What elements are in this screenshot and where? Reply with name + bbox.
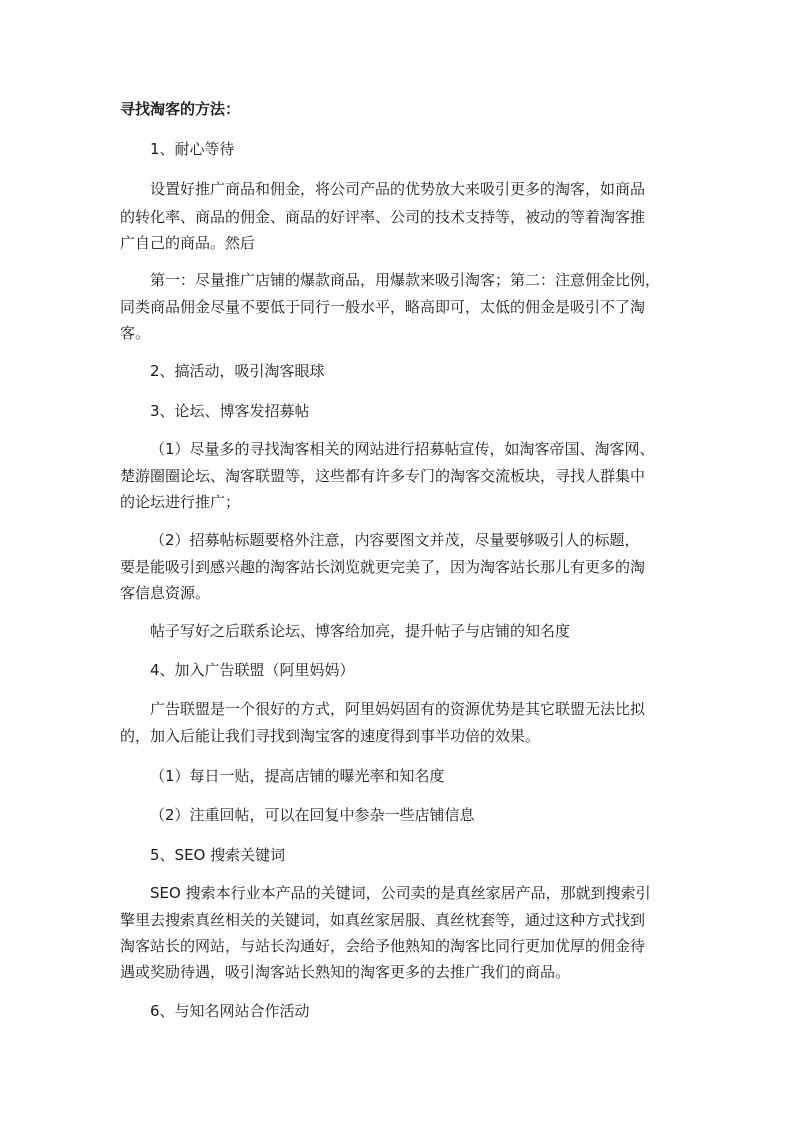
paragraph-line: 淘客站长的网站，与站长沟通好，会给予他熟知的淘客比同行更加优厚的佣金待 [120,937,646,955]
paragraph-line: （1）尽量多的寻找淘客相关的网站进行招募帖宣传，如淘客帝国、淘客网、 [150,440,655,458]
paragraph-line: 擎里去搜索真丝相关的关键词，如真丝家居服、真丝枕套等，通过这种方式找到 [120,911,646,929]
paragraph-line: 广自己的商品。然后 [120,234,256,252]
paragraph-line: 帖子写好之后联系论坛、博客给加亮，提升帖子与店铺的知名度 [150,622,571,640]
paragraph-line: （2）注重回帖，可以在回复中参杂一些店铺信息 [150,806,475,824]
section-heading-5: 5、SEO 搜索关键词 [150,846,286,864]
paragraph-line: 的论坛进行推广； [120,493,241,511]
paragraph-line: 的，加入后能让我们寻找到淘宝客的速度得到事半功倍的效果。 [120,727,541,745]
paragraph-line: SEO 搜索本行业本产品的关键词，公司卖的是真丝家居产品，那就到搜索引 [150,884,651,902]
paragraph-line: 同类商品佣金尽量不要低于同行一般水平，略高即可，太低的佣金是吸引不了淘 [120,298,646,316]
section-heading-2: 2、搞活动，吸引淘客眼球 [150,362,325,380]
paragraph-line: 的转化率、商品的佣金、商品的好评率、公司的技术支持等，被动的等着淘客推 [120,208,646,226]
section-heading-1: 1、耐心等待 [150,140,235,158]
paragraph-line: （2）招募帖标题要格外注意，内容要图文并茂，尽量要够吸引人的标题， [150,531,640,549]
paragraph-line: 客信息资源。 [120,584,211,602]
paragraph-line: 客。 [120,324,151,342]
document-title: 寻找淘客的方法： [120,100,241,118]
section-heading-4: 4、加入广告联盟（阿里妈妈） [150,661,355,679]
paragraph-line: 要是能吸引到感兴趣的淘客站长浏览就更完美了，因为淘客站长那儿有更多的淘 [120,558,646,576]
section-heading-3: 3、论坛、博客发招募帖 [150,402,310,420]
paragraph-line: 楚游圈圈论坛、淘客联盟等，这些都有许多专门的淘客交流板块，寻找人群集中 [120,467,646,485]
paragraph-line: 第一：尽量推广店铺的爆款商品，用爆款来吸引淘客；第二：注意佣金比例， [150,271,661,289]
paragraph-line: 设置好推广商品和佣金，将公司产品的优势放大来吸引更多的淘客，如商品 [150,180,646,198]
paragraph-line: 广告联盟是一个很好的方式，阿里妈妈固有的资源优势是其它联盟无法比拟 [150,700,646,718]
paragraph-line: 遇或奖励待遇，吸引淘客站长熟知的淘客更多的去推广我们的商品。 [120,963,571,981]
paragraph-line: （1）每日一贴，提高店铺的曝光率和知名度 [150,767,445,785]
section-heading-6: 6、与知名网站合作活动 [150,1002,310,1020]
